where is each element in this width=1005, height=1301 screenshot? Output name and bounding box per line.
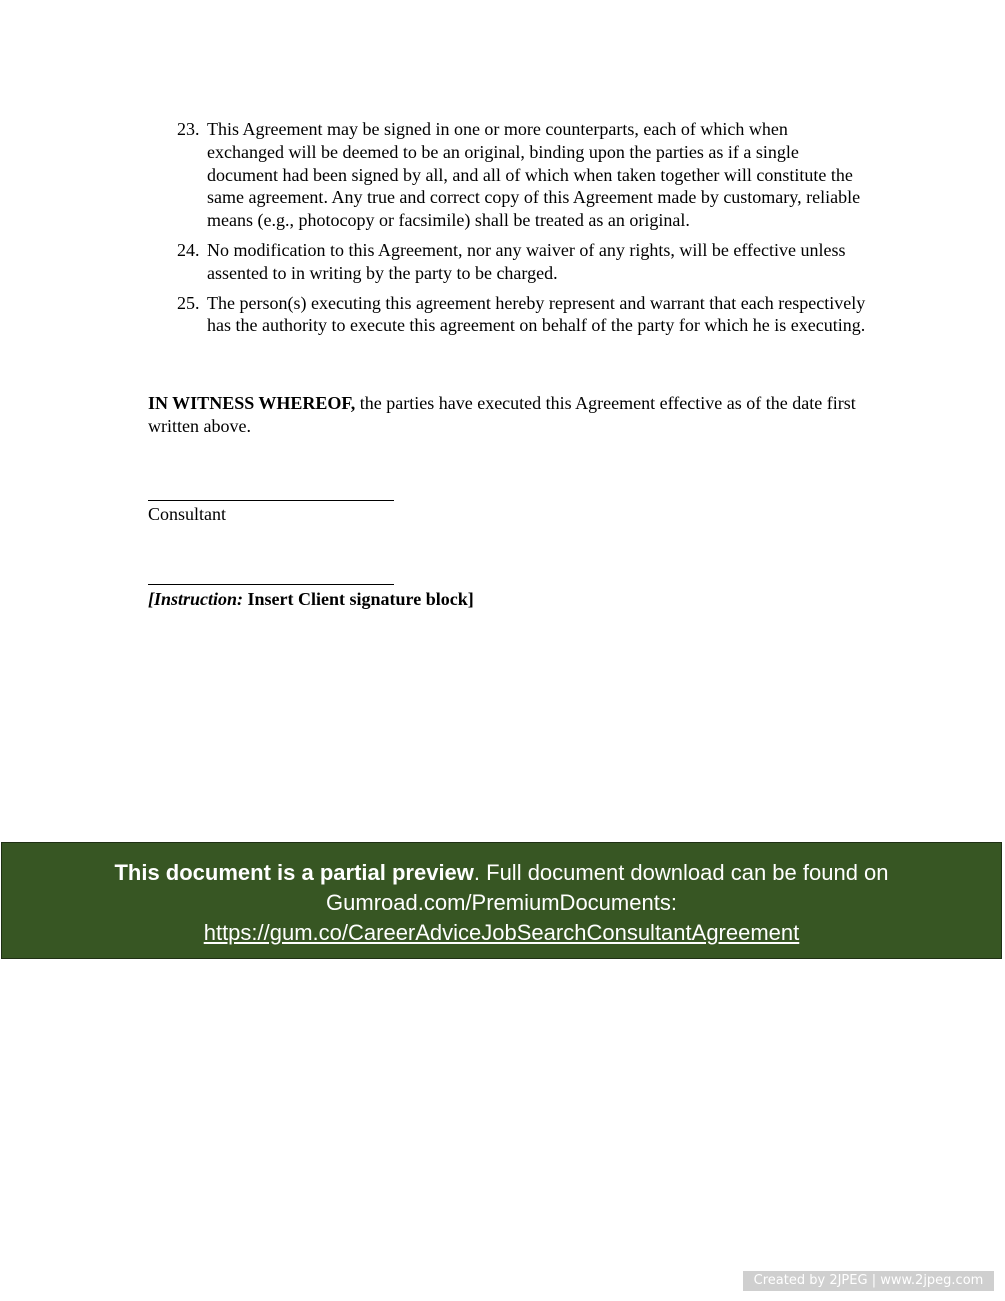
banner-text: . Full document download can be found on Gumroad.com/PremiumDocuments: bbox=[326, 860, 889, 915]
consultant-label: Consultant bbox=[148, 504, 227, 524]
clause-number: 24. bbox=[177, 239, 200, 260]
client-signature-line bbox=[148, 584, 394, 585]
download-link[interactable]: https://gum.co/CareerAdviceJobSearchConsultantAgreement bbox=[203, 920, 800, 945]
clause-text: The person(s) executing this agreement hereby represent and warrant that each respectively has the authority to execute this agreement on behalf of the party for which he is executing. bbox=[207, 292, 866, 336]
watermark: Created by 2JPEG | www.2jpeg.com bbox=[743, 1271, 994, 1291]
clause-23 bbox=[148, 118, 868, 232]
clause-24 bbox=[148, 239, 868, 285]
witness-paragraph bbox=[148, 392, 868, 438]
clause-number: 23. bbox=[177, 119, 200, 139]
banner-bold-text: This document is a partial preview bbox=[114, 860, 474, 885]
clause-text: This Agreement may be signed in one or more counterparts, each of which when exchanged will be deemed to be an original, binding upon the parties as if a single document had been signed by all, and all of which when taken together will constitute the same agreement. Any true and correct copy of this Agreement made by customary, reliable means (e.g., photocopy or facsimile) shall be treated as an original. bbox=[207, 119, 861, 231]
preview-banner bbox=[1, 842, 1002, 959]
client-instruction bbox=[148, 588, 474, 610]
clause-text: No modification to this Agreement, nor any waiver of any rights, will be effective unless assented to in writing by the party to be charged. bbox=[207, 239, 846, 283]
instruction-label: [Instruction: bbox=[148, 589, 244, 609]
witness-lead: IN WITNESS WHEREOF, bbox=[148, 393, 356, 413]
instruction-text: Insert Client signature block] bbox=[243, 589, 474, 609]
witness-text: the parties have executed this Agreement effective as of the date first written above. bbox=[148, 393, 856, 436]
clause-number: 25. bbox=[177, 292, 200, 313]
clause-25 bbox=[148, 292, 868, 338]
clause-list bbox=[148, 118, 868, 344]
consultant-signature-line bbox=[148, 500, 394, 501]
